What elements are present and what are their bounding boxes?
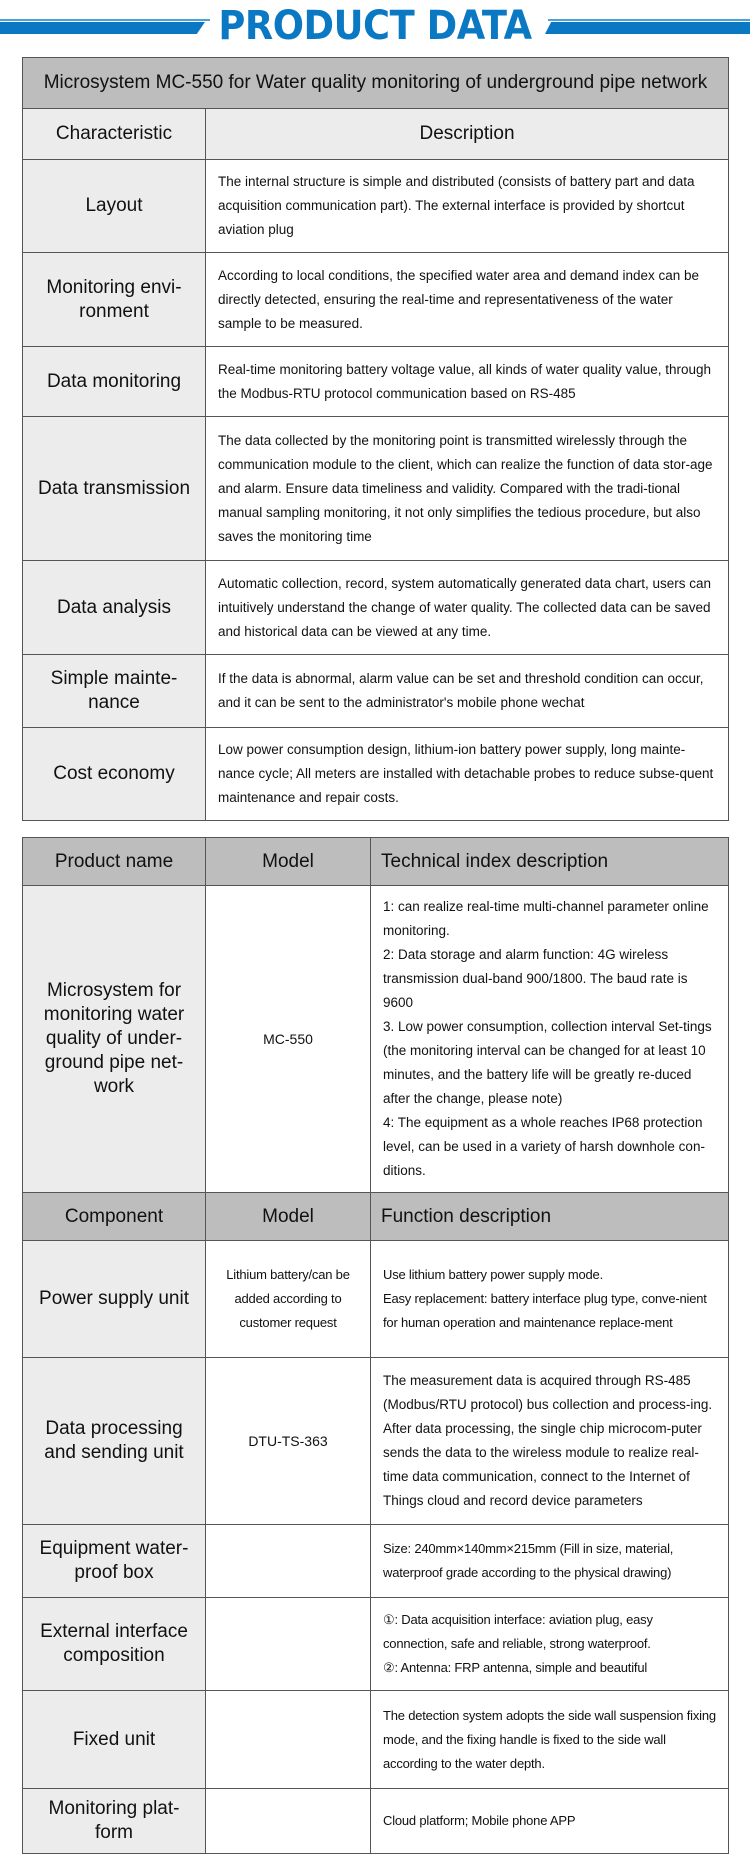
table-row [23, 655, 729, 728]
component-description [371, 1789, 729, 1854]
product-row [23, 886, 729, 1193]
row-label: Data monitoring [23, 347, 206, 417]
component-model [206, 1598, 371, 1691]
table-row [23, 160, 729, 253]
component-model [206, 1525, 371, 1598]
component-model [206, 1691, 371, 1789]
row-description: Real-time monitoring battery voltage value, all kinds of water quality value, through the Modbus-RTU protocol communication based on RS-485 [206, 347, 729, 417]
component-row [23, 1598, 729, 1691]
header-model: Model [206, 838, 371, 886]
row-description: If the data is abnormal, alarm value can be set and threshold condition can occur, and it can be sent to the administrator's mobile phone wechat [206, 655, 729, 728]
component-name: Power supply unit [23, 1241, 206, 1358]
component-name: Fixed unit [23, 1691, 206, 1789]
component-model: DTU-TS-363 [206, 1358, 371, 1525]
component-row [23, 1789, 729, 1854]
description-line: Easy replacement: battery interface plug type, conve-nient for human operation and maintenance replace-ment [383, 1291, 707, 1330]
component-model: Lithium battery/can be added according to customer request [206, 1241, 371, 1358]
header-characteristic: Characteristic [23, 109, 206, 160]
component-row [23, 1358, 729, 1525]
specifications-table [22, 837, 729, 1854]
component-name: Equipment water-proof box [23, 1525, 206, 1598]
description-line: The detection system adopts the side wall suspension fixing mode, and the fixing handle is fixed to the side wall according to the water depth. [383, 1707, 716, 1771]
description-line: ①: Data acquisition interface: aviation plug, easy connection, safe and reliable, strong waterproof. [383, 1612, 653, 1651]
description-line: The measurement data is acquired through RS-485 (Modbus/RTU protocol) bus collection and process-ing. After data processing, the single chip microcom-puter sends the data to the wireless module to realize real-time data communication, connect to the Internet of Things cloud and record device parameters [383, 1373, 713, 1508]
component-name: Monitoring plat-form [23, 1789, 206, 1854]
spec-line: 1: can realize real-time multi-channel parameter online monitoring. [383, 899, 709, 938]
spec-line: 2: Data storage and alarm function: 4G wireless transmission dual-band 900/1800. The baud rate is 9600 [383, 947, 688, 1010]
row-label: Monitoring envi-ronment [23, 253, 206, 347]
table-row [23, 561, 729, 655]
table-row [23, 347, 729, 417]
header-component: Component [23, 1193, 206, 1241]
product-model: MC-550 [206, 886, 371, 1193]
header-function-description: Function description [371, 1193, 729, 1241]
description-line: ②: Antenna: FRP antenna, simple and beautiful [383, 1660, 648, 1675]
row-label: Cost economy [23, 728, 206, 821]
component-name: External interface composition [23, 1598, 206, 1691]
row-description: Automatic collection, record, system automatically generated data chart, users can intuitively understand the change of water quality. The collected data can be saved and historical data can be viewed at any time. [206, 561, 729, 655]
header-model: Model [206, 1193, 371, 1241]
page-title: PRODUCT DATA [218, 3, 532, 49]
description-line: Cloud platform; Mobile phone APP [383, 1813, 576, 1828]
component-description [371, 1241, 729, 1358]
row-label: Simple mainte-nance [23, 655, 206, 728]
component-model [206, 1789, 371, 1854]
row-description: The internal structure is simple and distributed (consists of battery part and data acquisition communication part). The external interface is provided by shortcut aviation plug [206, 160, 729, 253]
product-header-row [23, 838, 729, 886]
table-header-row [23, 109, 729, 160]
table-title-row [23, 58, 729, 109]
header-technical-description: Technical index description [371, 838, 729, 886]
table-title: Microsystem MC-550 for Water quality monitoring of underground pipe network [23, 58, 729, 109]
component-row [23, 1241, 729, 1358]
row-label: Data analysis [23, 561, 206, 655]
component-row [23, 1691, 729, 1789]
header-product-name: Product name [23, 838, 206, 886]
spec-line: 4: The equipment as a whole reaches IP68 protection level, can be used in a variety of harsh downhole con-ditions. [383, 1115, 705, 1178]
component-description [371, 1691, 729, 1789]
component-description [371, 1358, 729, 1525]
description-line: Use lithium battery power supply mode. [383, 1267, 604, 1282]
product-name: Microsystem for monitoring water quality of under-ground pipe net-work [23, 886, 206, 1193]
product-description [371, 886, 729, 1193]
row-description: According to local conditions, the specified water area and demand index can be directly detected, ensuring the real-time and representativeness of the water sample to be measured. [206, 253, 729, 347]
description-line: Size: 240mm×140mm×215mm (Fill in size, material, waterproof grade according to the physical drawing) [383, 1541, 674, 1580]
table-row [23, 728, 729, 821]
header-description: Description [206, 109, 729, 160]
row-description: Low power consumption design, lithium-ion battery power supply, long mainte-nance cycle; All meters are installed with detachable probes to reduce subse-quent maintenance and repair costs. [206, 728, 729, 821]
characteristics-table [22, 57, 729, 821]
component-description [371, 1525, 729, 1598]
component-row [23, 1525, 729, 1598]
row-description: The data collected by the monitoring point is transmitted wirelessly through the communication module to the client, which can realize the function of data stor-age and alarm. Ensure data timeliness and validity. Compared with the tradi-tional manual sampling monitoring, it not only simplifies the tedious procedure, but also saves the monitoring time [206, 417, 729, 561]
component-name: Data processing and sending unit [23, 1358, 206, 1525]
table-row [23, 253, 729, 347]
table-row [23, 417, 729, 561]
component-header-row [23, 1193, 729, 1241]
page-banner [0, 0, 750, 52]
row-label: Data transmission [23, 417, 206, 561]
spec-line: 3. Low power consumption, collection interval Set-tings (the monitoring interval can be changed for at least 10 minutes, and the battery life will be greatly re-duced after the change, please note) [383, 1019, 712, 1106]
row-label: Layout [23, 160, 206, 253]
component-description [371, 1598, 729, 1691]
